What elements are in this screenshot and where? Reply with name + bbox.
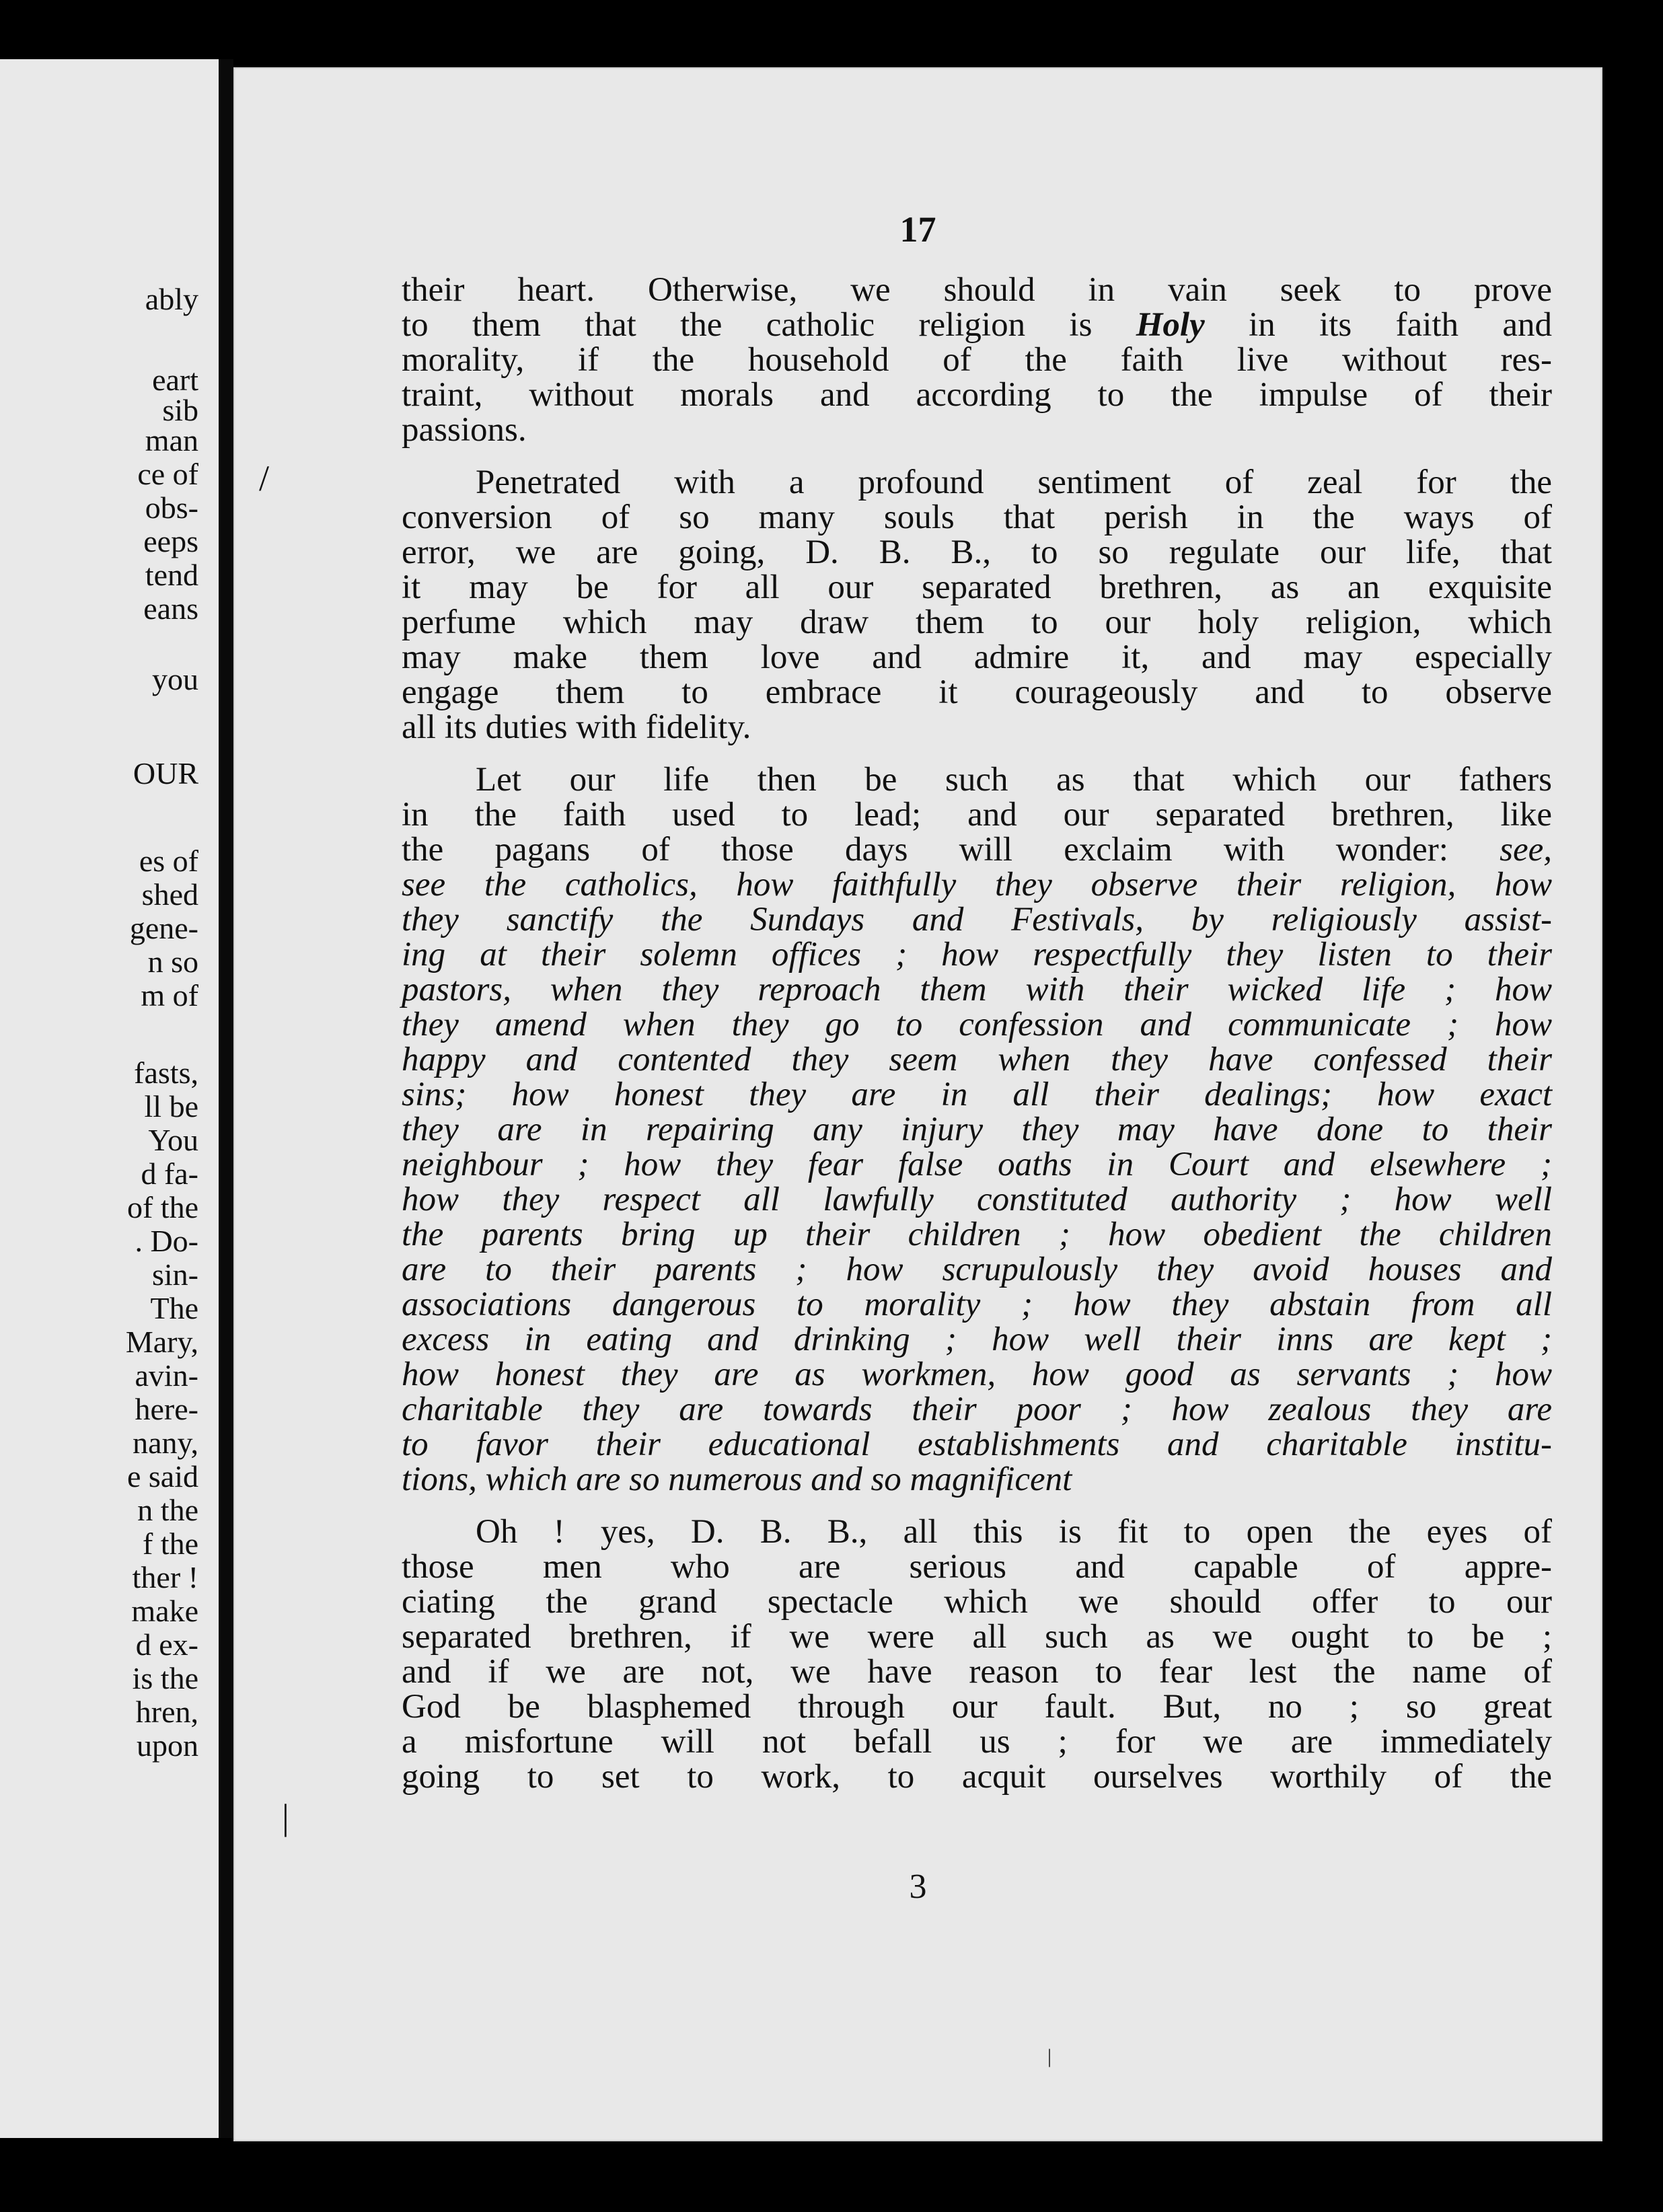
left-page-line: You [148, 1123, 198, 1157]
margin-tick: | [1047, 2045, 1052, 2067]
left-page-line: The [150, 1291, 198, 1325]
main-page [233, 67, 1602, 2141]
text-line: Let our life then be such as that which our fathers [476, 761, 1552, 799]
text-line-italic: tions, which are so numerous and so magnificent [402, 1461, 1072, 1498]
text-line: error, we are going, D. B. B., to so regulate our life, that [402, 533, 1552, 571]
paragraph-3 [402, 762, 1552, 1497]
left-page-line: ther ! [132, 1560, 198, 1594]
text-line: passions. [402, 411, 527, 449]
left-page-line: d ex- [135, 1627, 198, 1662]
text-line: Oh ! yes, D. B. B., all this is fit to open the eyes of [476, 1513, 1552, 1551]
left-page-line: fasts, [134, 1056, 198, 1090]
paragraph-4 [402, 1514, 1552, 1794]
text-line-italic: charitable they are towards their poor ; how zealous they are [402, 1391, 1552, 1428]
margin-tick: / [259, 458, 270, 499]
left-page-line: f the [142, 1526, 198, 1561]
left-page-line: obs- [145, 490, 198, 525]
left-page-line: hren, [135, 1695, 198, 1729]
left-page-line: of the [126, 1190, 198, 1224]
text-line-italic: they sanctify the Sundays and Festivals, by religiously assist- [402, 901, 1552, 938]
left-page-line: tend [145, 558, 198, 592]
text-line-italic: are to their parents ; how scrupulously they avoid houses and [402, 1251, 1552, 1288]
left-page-line: n so [147, 945, 198, 979]
text-line: morality, if the household of the faith live without res- [402, 341, 1552, 379]
page-number: 17 [899, 209, 936, 250]
margin-tick: | [282, 1797, 289, 1837]
text-line-italic: excess in eating and drinking ; how well their inns are kept ; [402, 1321, 1552, 1358]
text-line: a misfortune will not befall us ; for we are immediately [402, 1723, 1552, 1761]
text-line-italic: pastors, when they reproach them with their wicked life ; how [402, 971, 1552, 1008]
left-page-line: . Do- [135, 1224, 198, 1258]
text-line: engage them to embrace it courageously and to observe [402, 673, 1552, 711]
text-line-italic: they amend when they go to confession and communicate ; how [402, 1006, 1552, 1043]
left-page-line: ably [145, 282, 198, 316]
left-page-line: m of [141, 978, 198, 1012]
left-page-line: here- [135, 1392, 198, 1426]
text-line: to them that the catholic religion is Holy in its faith and [402, 306, 1552, 344]
text-line: God be blasphemed through our fault. But, no ; so great [402, 1688, 1552, 1726]
text-line: separated brethren, if we were all such as we ought to be ; [402, 1618, 1552, 1656]
paragraph-1 [402, 272, 1552, 447]
text-line-italic: the parents bring up their children ; how obedient the children [402, 1216, 1552, 1253]
left-page-line: Mary, [125, 1325, 198, 1359]
left-page-line: n the [137, 1493, 198, 1527]
text-line: in the faith used to lead; and our separated brethren, like [402, 796, 1552, 834]
text-line: their heart. Otherwise, we should in vain seek to prove [402, 271, 1552, 309]
text-line: conversion of so many souls that perish in the ways of [402, 499, 1552, 536]
left-page-line: you [152, 662, 198, 696]
text-line-italic: see the catholics, how faithfully they observe their religion, how [402, 866, 1552, 904]
left-page-line: d fa- [141, 1156, 198, 1191]
left-page-line: nany, [133, 1426, 198, 1460]
left-page-line: avin- [135, 1358, 198, 1393]
text-line: it may be for all our separated brethren, as an exquisite [402, 568, 1552, 606]
left-page-line: es of [139, 844, 198, 878]
left-page-line: ll be [144, 1089, 198, 1123]
emphasis-holy: Holy [1136, 306, 1205, 344]
left-page-line: e said [126, 1459, 198, 1494]
text-line: going to set to work, to acquit ourselves worthily of the [402, 1758, 1552, 1796]
left-page-line: eeps [143, 524, 198, 558]
text-line-italic: happy and contented they seem when they have confessed their [402, 1041, 1552, 1078]
paragraph-2 [402, 465, 1552, 745]
text-line: traint, without morals and according to the impulse of their [402, 376, 1552, 414]
left-page-line: sin- [152, 1257, 198, 1292]
left-page-line: is the [132, 1661, 198, 1695]
left-page-line: sib [162, 393, 198, 427]
text-line: and if we are not, we have reason to fear lest the name of [402, 1653, 1552, 1691]
text-line-italic: they are in repairing any injury they may have done to their [402, 1111, 1552, 1148]
left-page-line: upon [137, 1728, 198, 1763]
text-line-italic: neighbour ; how they fear false oaths in Court and elsewhere ; [402, 1146, 1552, 1183]
left-page-line: man [145, 423, 198, 457]
text-line-italic: how they respect all lawfully constituted authority ; how well [402, 1181, 1552, 1218]
text-line-italic: to favor their educational establishments and charitable institu- [402, 1426, 1552, 1463]
text-line-italic: how honest they are as workmen, how good as servants ; how [402, 1356, 1552, 1393]
left-page-line: eans [143, 591, 198, 626]
text-line-italic: associations dangerous to morality ; how they abstain from all [402, 1286, 1552, 1323]
text-line: may make them love and admire it, and may especially [402, 638, 1552, 676]
page-body [402, 272, 1552, 1794]
text-line-italic: ing at their solemn offices ; how respectfully they listen to their [402, 936, 1552, 973]
text-line: the pagans of those days will exclaim with wonder: see, [402, 831, 1552, 869]
left-page-line: eart [152, 363, 198, 397]
signature-mark: 3 [909, 1868, 927, 1906]
text-line: perfume which may draw them to our holy religion, which [402, 603, 1552, 641]
left-page-line: shed [141, 877, 198, 912]
text-line-italic: sins; how honest they are in all their dealings; how exact [402, 1076, 1552, 1113]
text-line: Penetrated with a profound sentiment of zeal for the [476, 464, 1552, 501]
left-page-line: ce of [137, 457, 198, 491]
text-line: ciating the grand spectacle which we should offer to our [402, 1583, 1552, 1621]
emphasis-see: see, [1500, 831, 1552, 869]
left-page-line: gene- [129, 911, 198, 945]
text-line: all its duties with fidelity. [402, 708, 751, 746]
left-page-fragment [0, 59, 219, 2138]
left-page-line: make [131, 1594, 198, 1628]
book-gutter [219, 59, 233, 2138]
text-line: those men who are serious and capable of appre- [402, 1548, 1552, 1586]
left-page-line: OUR [133, 756, 198, 790]
